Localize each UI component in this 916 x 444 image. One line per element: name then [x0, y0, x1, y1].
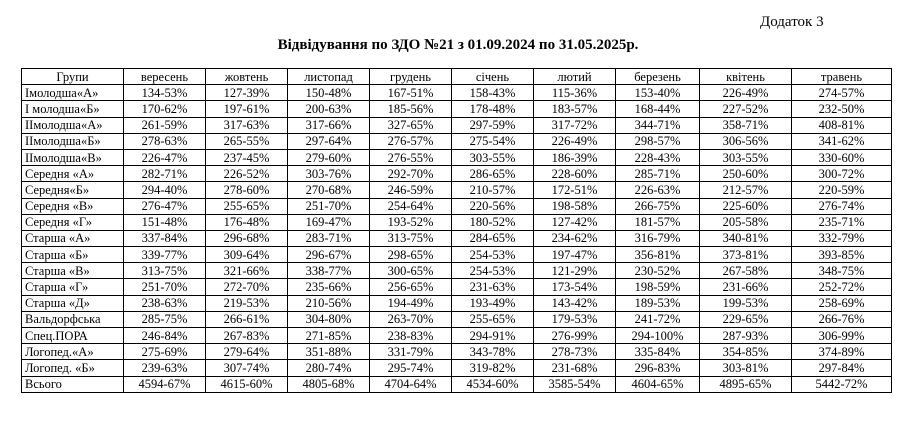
attendance-cell: 266-76% — [792, 311, 892, 327]
table-row — [22, 230, 892, 246]
attendance-cell: 200-63% — [288, 101, 370, 117]
attendance-cell: 181-57% — [616, 214, 700, 230]
attendance-cell: 170-62% — [124, 101, 206, 117]
attendance-cell: 272-70% — [206, 279, 288, 295]
attendance-cell: 4594-67% — [124, 376, 206, 392]
table-row — [22, 182, 892, 198]
attendance-cell: 341-62% — [792, 133, 892, 149]
attendance-cell: 167-51% — [370, 85, 452, 101]
table-row — [22, 149, 892, 165]
attendance-cell: 317-63% — [206, 117, 288, 133]
attendance-cell: 198-59% — [616, 279, 700, 295]
group-name-cell: Старша «Д» — [22, 295, 124, 311]
attendance-cell: 313-75% — [370, 230, 452, 246]
group-name-cell: Імолодша«А» — [22, 85, 124, 101]
attendance-cell: 127-42% — [534, 214, 616, 230]
table-row — [22, 328, 892, 344]
group-name-cell: ІІмолодша«В» — [22, 149, 124, 165]
attendance-cell: 296-67% — [288, 247, 370, 263]
column-header-month: квітень — [700, 69, 792, 85]
attendance-cell: 348-75% — [792, 263, 892, 279]
attendance-cell: 317-66% — [288, 117, 370, 133]
attendance-cell: 173-54% — [534, 279, 616, 295]
total-row — [22, 376, 892, 392]
attendance-cell: 267-58% — [700, 263, 792, 279]
attendance-cell: 303-55% — [452, 149, 534, 165]
column-header-month: листопад — [288, 69, 370, 85]
attendance-cell: 150-48% — [288, 85, 370, 101]
attendance-cell: 306-99% — [792, 328, 892, 344]
attendance-cell: 254-64% — [370, 198, 452, 214]
attendance-cell: 176-48% — [206, 214, 288, 230]
attendance-cell: 193-52% — [370, 214, 452, 230]
attendance-cell: 229-65% — [700, 311, 792, 327]
attendance-cell: 285-75% — [124, 311, 206, 327]
attendance-cell: 231-66% — [700, 279, 792, 295]
attendance-cell: 169-47% — [288, 214, 370, 230]
column-header-month: лютий — [534, 69, 616, 85]
attendance-cell: 220-56% — [452, 198, 534, 214]
attendance-cell: 331-79% — [370, 344, 452, 360]
attendance-cell: 338-77% — [288, 263, 370, 279]
table-row — [22, 166, 892, 182]
attendance-cell: 185-56% — [370, 101, 452, 117]
attendance-cell: 255-65% — [452, 311, 534, 327]
attendance-cell: 255-65% — [206, 198, 288, 214]
attendance-cell: 258-69% — [792, 295, 892, 311]
attendance-cell: 265-55% — [206, 133, 288, 149]
attendance-cell: 4805-68% — [288, 376, 370, 392]
table-row — [22, 295, 892, 311]
attendance-cell: 179-53% — [534, 311, 616, 327]
attendance-cell: 4704-64% — [370, 376, 452, 392]
attendance-cell: 317-72% — [534, 117, 616, 133]
attendance-cell: 298-65% — [370, 247, 452, 263]
attendance-cell: 344-71% — [616, 117, 700, 133]
attendance-cell: 151-48% — [124, 214, 206, 230]
attendance-cell: 266-61% — [206, 311, 288, 327]
attendance-cell: 276-47% — [124, 198, 206, 214]
attendance-cell: 234-62% — [534, 230, 616, 246]
table-row — [22, 311, 892, 327]
attendance-cell: 197-61% — [206, 101, 288, 117]
attendance-cell: 354-85% — [700, 344, 792, 360]
attendance-cell: 374-89% — [792, 344, 892, 360]
attendance-cell: 266-75% — [616, 198, 700, 214]
attendance-cell: 254-53% — [452, 263, 534, 279]
group-name-cell: Старша «Г» — [22, 279, 124, 295]
attendance-cell: 3585-54% — [534, 376, 616, 392]
attendance-cell: 304-80% — [288, 311, 370, 327]
attendance-cell: 296-83% — [616, 360, 700, 376]
attendance-cell: 303-76% — [288, 166, 370, 182]
attendance-cell: 339-77% — [124, 247, 206, 263]
group-name-cell: Середня «А» — [22, 166, 124, 182]
attendance-cell: 298-57% — [616, 133, 700, 149]
attendance-cell: 143-42% — [534, 295, 616, 311]
attendance-cell: 186-39% — [534, 149, 616, 165]
group-name-cell: Старша «В» — [22, 263, 124, 279]
attendance-cell: 373-81% — [700, 247, 792, 263]
attendance-cell: 358-71% — [700, 117, 792, 133]
attendance-cell: 4604-65% — [616, 376, 700, 392]
attendance-cell: 283-71% — [288, 230, 370, 246]
group-name-cell: Середня «Г» — [22, 214, 124, 230]
group-name-cell: Середня «В» — [22, 198, 124, 214]
attendance-cell: 172-51% — [534, 182, 616, 198]
attendance-cell: 285-71% — [616, 166, 700, 182]
attendance-cell: 327-65% — [370, 117, 452, 133]
attendance-cell: 219-53% — [206, 295, 288, 311]
attendance-cell: 276-55% — [370, 149, 452, 165]
group-name-cell: Вальдорфська — [22, 311, 124, 327]
attendance-cell: 332-79% — [792, 230, 892, 246]
attendance-cell: 158-43% — [452, 85, 534, 101]
attendance-cell: 238-63% — [124, 295, 206, 311]
header-row — [22, 69, 892, 85]
attendance-cell: 168-44% — [616, 101, 700, 117]
attendance-cell: 225-60% — [700, 198, 792, 214]
attendance-cell: 337-84% — [124, 230, 206, 246]
group-name-cell: ІІмолодша«А» — [22, 117, 124, 133]
table-row — [22, 279, 892, 295]
attendance-cell: 276-74% — [792, 198, 892, 214]
attendance-cell: 189-53% — [616, 295, 700, 311]
table-row — [22, 263, 892, 279]
table-row — [22, 85, 892, 101]
table-row — [22, 133, 892, 149]
attendance-cell: 393-85% — [792, 247, 892, 263]
attendance-cell: 300-65% — [370, 263, 452, 279]
table-row — [22, 344, 892, 360]
attendance-cell: 316-79% — [616, 230, 700, 246]
attendance-cell: 134-53% — [124, 85, 206, 101]
attendance-cell: 276-57% — [370, 133, 452, 149]
group-name-cell: Логопед.«А» — [22, 344, 124, 360]
attendance-cell: 230-52% — [616, 263, 700, 279]
column-header-month: травень — [792, 69, 892, 85]
attendance-cell: 241-72% — [616, 311, 700, 327]
attendance-cell: 226-49% — [700, 85, 792, 101]
group-name-cell: Старша «Б» — [22, 247, 124, 263]
attendance-cell: 4534-60% — [452, 376, 534, 392]
group-name-cell: І молодша«Б» — [22, 101, 124, 117]
attendance-cell: 287-93% — [700, 328, 792, 344]
attendance-cell: 263-70% — [370, 311, 452, 327]
table-row — [22, 101, 892, 117]
attendance-cell: 303-81% — [700, 360, 792, 376]
attendance-cell: 226-47% — [124, 149, 206, 165]
attendance-cell: 306-56% — [700, 133, 792, 149]
attendance-cell: 321-66% — [206, 263, 288, 279]
attendance-cell: 250-60% — [700, 166, 792, 182]
attendance-cell: 278-63% — [124, 133, 206, 149]
attendance-cell: 307-74% — [206, 360, 288, 376]
attendance-cell: 300-72% — [792, 166, 892, 182]
attendance-cell: 294-91% — [452, 328, 534, 344]
attendance-cell: 271-85% — [288, 328, 370, 344]
attendance-cell: 297-84% — [792, 360, 892, 376]
table-row — [22, 198, 892, 214]
attendance-cell: 282-71% — [124, 166, 206, 182]
attendance-cell: 210-56% — [288, 295, 370, 311]
attendance-cell: 351-88% — [288, 344, 370, 360]
attendance-cell: 297-64% — [288, 133, 370, 149]
attendance-cell: 239-63% — [124, 360, 206, 376]
column-header-month: вересень — [124, 69, 206, 85]
attendance-cell: 246-84% — [124, 328, 206, 344]
attendance-cell: 178-48% — [452, 101, 534, 117]
attendance-cell: 199-53% — [700, 295, 792, 311]
attendance-cell: 275-54% — [452, 133, 534, 149]
attendance-cell: 228-43% — [616, 149, 700, 165]
group-name-cell: Спец.ПОРА — [22, 328, 124, 344]
attendance-cell: 309-64% — [206, 247, 288, 263]
attendance-cell: 330-60% — [792, 149, 892, 165]
column-header-month: грудень — [370, 69, 452, 85]
attendance-cell: 226-63% — [616, 182, 700, 198]
attendance-cell: 343-78% — [452, 344, 534, 360]
attendance-cell: 294-40% — [124, 182, 206, 198]
attendance-cell: 297-59% — [452, 117, 534, 133]
group-name-cell: Старша «А» — [22, 230, 124, 246]
attendance-cell: 226-49% — [534, 133, 616, 149]
attendance-cell: 210-57% — [452, 182, 534, 198]
attendance-cell: 284-65% — [452, 230, 534, 246]
attendance-cell: 251-70% — [288, 198, 370, 214]
table-row — [22, 247, 892, 263]
group-name-cell: ІІмолодша«Б» — [22, 133, 124, 149]
attendance-cell: 408-81% — [792, 117, 892, 133]
attendance-cell: 280-74% — [288, 360, 370, 376]
table-body — [22, 85, 892, 393]
attendance-cell: 180-52% — [452, 214, 534, 230]
attendance-cell: 238-83% — [370, 328, 452, 344]
attendance-cell: 279-64% — [206, 344, 288, 360]
attendance-cell: 227-52% — [700, 101, 792, 117]
attendance-cell: 254-53% — [452, 247, 534, 263]
column-header-month: березень — [616, 69, 700, 85]
attendance-cell: 267-83% — [206, 328, 288, 344]
attendance-cell: 205-58% — [700, 214, 792, 230]
attendance-cell: 4895-65% — [700, 376, 792, 392]
attendance-cell: 295-74% — [370, 360, 452, 376]
table-row — [22, 360, 892, 376]
attendance-cell: 292-70% — [370, 166, 452, 182]
attendance-cell: 183-57% — [534, 101, 616, 117]
document-title: Відвідування по ЗДО №21 з 01.09.2024 по 31.05.2025р. — [277, 37, 639, 53]
attendance-cell: 198-58% — [534, 198, 616, 214]
group-name-cell: Середня«Б» — [22, 182, 124, 198]
table-row — [22, 117, 892, 133]
column-header-month: жовтень — [206, 69, 288, 85]
column-header-month: січень — [452, 69, 534, 85]
attendance-cell: 279-60% — [288, 149, 370, 165]
attendance-cell: 228-60% — [534, 166, 616, 182]
attendance-cell: 294-100% — [616, 328, 700, 344]
attendance-cell: 313-75% — [124, 263, 206, 279]
attendance-cell: 231-63% — [452, 279, 534, 295]
attendance-table — [21, 68, 892, 393]
attendance-cell: 275-69% — [124, 344, 206, 360]
attendance-cell: 246-59% — [370, 182, 452, 198]
attendance-cell: 237-45% — [206, 149, 288, 165]
attendance-cell: 231-68% — [534, 360, 616, 376]
attendance-cell: 121-29% — [534, 263, 616, 279]
attendance-cell: 270-68% — [288, 182, 370, 198]
attendance-cell: 220-59% — [792, 182, 892, 198]
attendance-cell: 286-65% — [452, 166, 534, 182]
attendance-cell: 226-52% — [206, 166, 288, 182]
attendance-cell: 232-50% — [792, 101, 892, 117]
attendance-cell: 252-72% — [792, 279, 892, 295]
attendance-cell: 335-84% — [616, 344, 700, 360]
group-name-cell: Всього — [22, 376, 124, 392]
attendance-cell: 235-66% — [288, 279, 370, 295]
appendix-label: Додаток 3 — [760, 14, 824, 30]
attendance-cell: 296-68% — [206, 230, 288, 246]
attendance-cell: 5442-72% — [792, 376, 892, 392]
attendance-cell: 340-81% — [700, 230, 792, 246]
attendance-cell: 235-71% — [792, 214, 892, 230]
attendance-cell: 303-55% — [700, 149, 792, 165]
attendance-cell: 193-49% — [452, 295, 534, 311]
attendance-cell: 276-99% — [534, 328, 616, 344]
attendance-cell: 153-40% — [616, 85, 700, 101]
attendance-cell: 261-59% — [124, 117, 206, 133]
attendance-cell: 194-49% — [370, 295, 452, 311]
attendance-cell: 4615-60% — [206, 376, 288, 392]
attendance-cell: 127-39% — [206, 85, 288, 101]
column-header-groups: Групи — [22, 69, 124, 85]
attendance-cell: 278-60% — [206, 182, 288, 198]
attendance-cell: 115-36% — [534, 85, 616, 101]
attendance-cell: 356-81% — [616, 247, 700, 263]
table-row — [22, 214, 892, 230]
attendance-cell: 256-65% — [370, 279, 452, 295]
attendance-cell: 251-70% — [124, 279, 206, 295]
attendance-cell: 212-57% — [700, 182, 792, 198]
attendance-cell: 197-47% — [534, 247, 616, 263]
attendance-cell: 278-73% — [534, 344, 616, 360]
attendance-cell: 274-57% — [792, 85, 892, 101]
group-name-cell: Логопед. «Б» — [22, 360, 124, 376]
attendance-cell: 319-82% — [452, 360, 534, 376]
